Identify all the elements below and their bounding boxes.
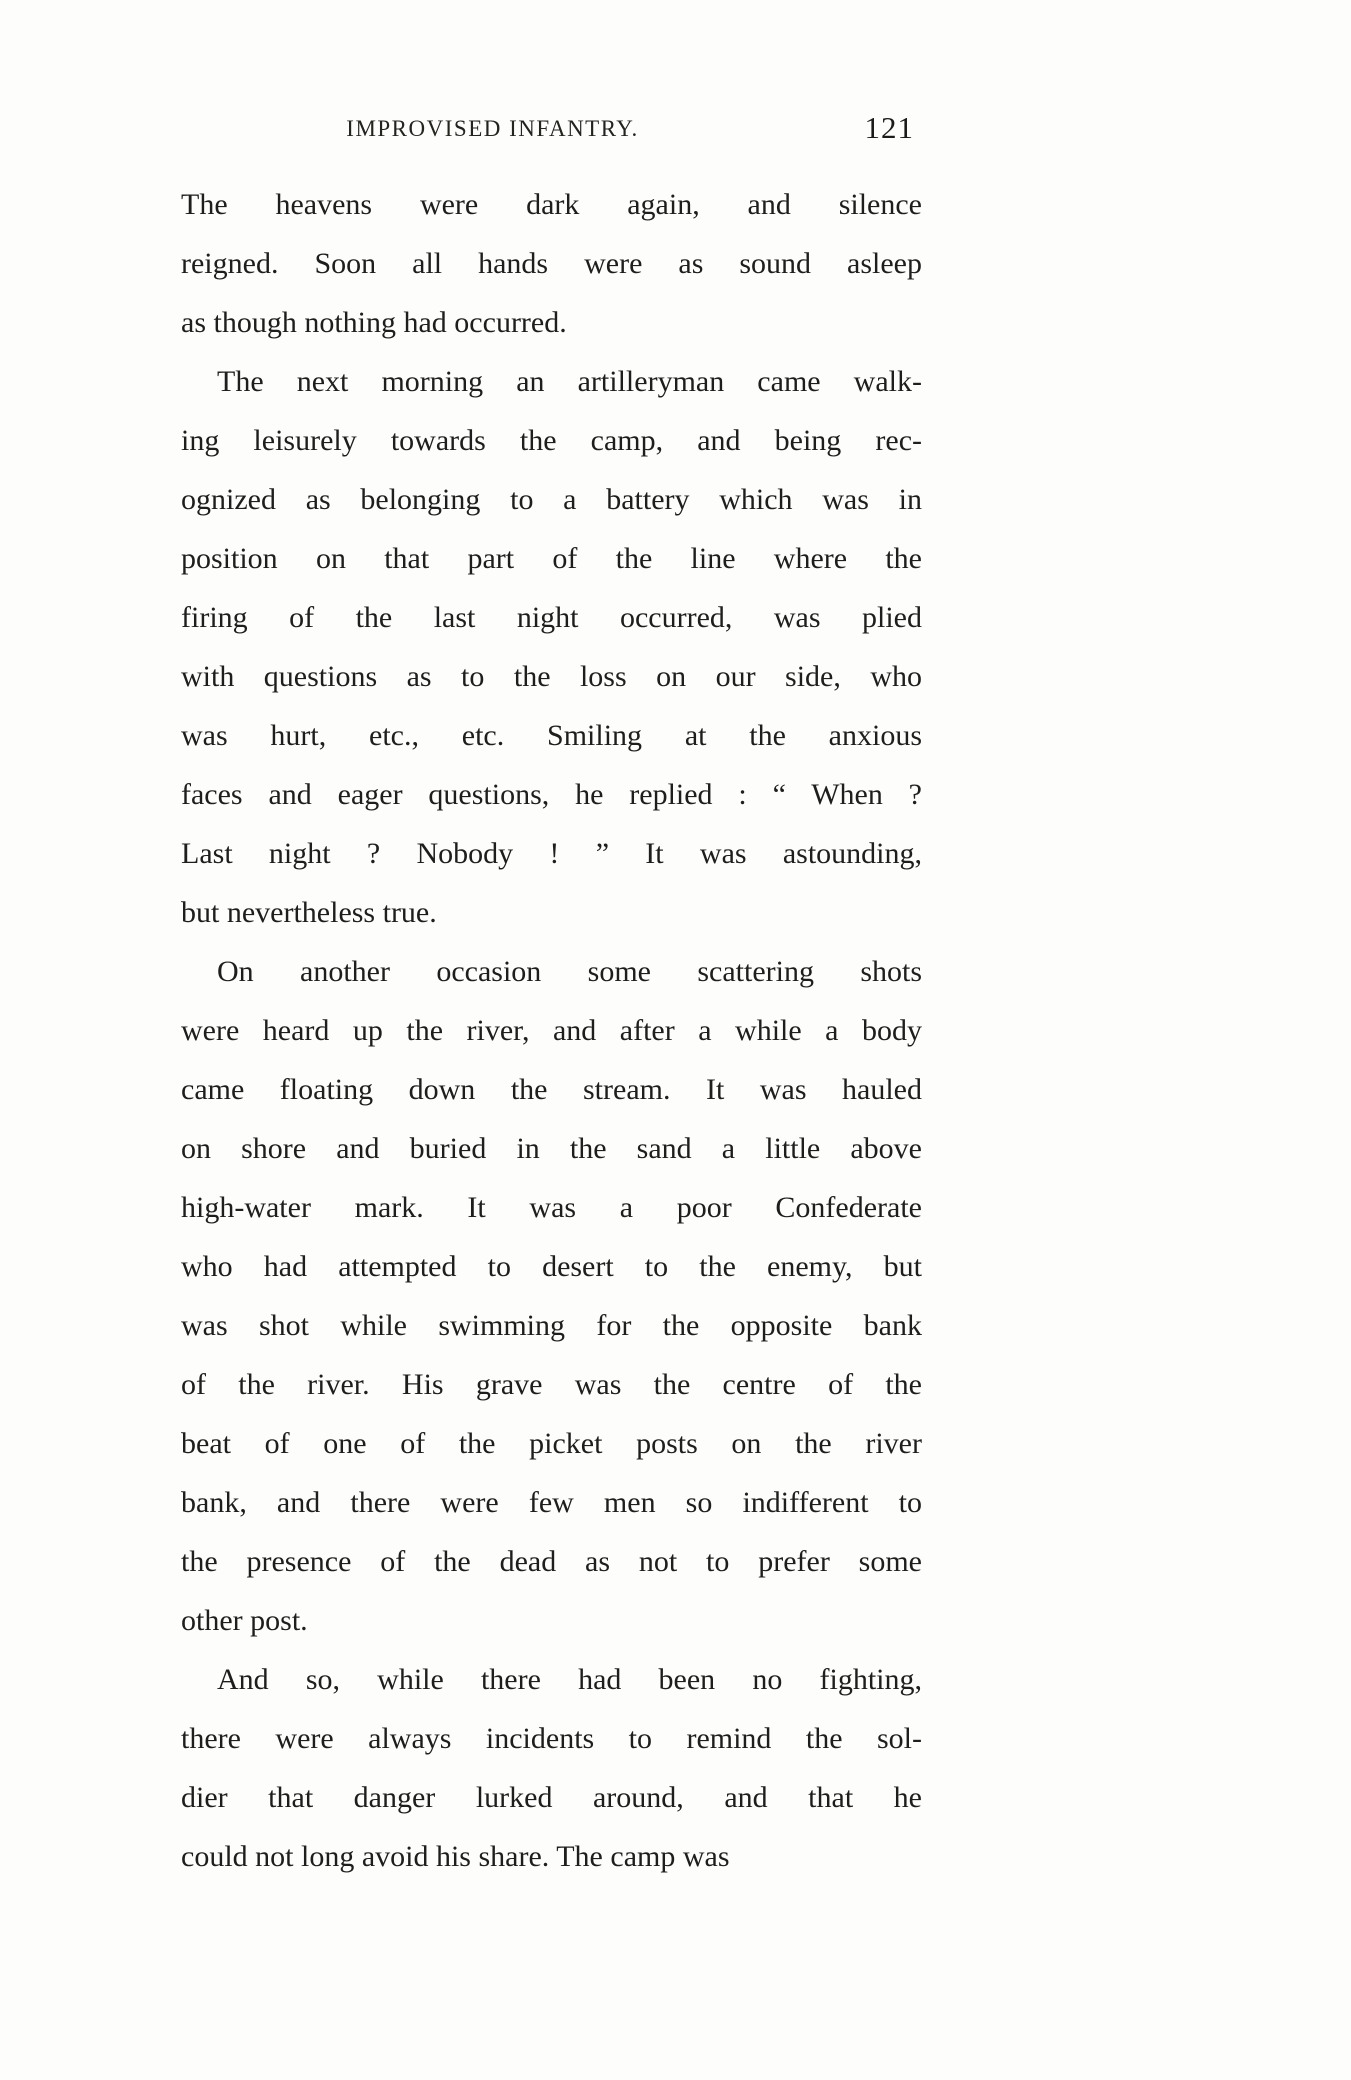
text-line: on shore and buried in the sand a little above (181, 1132, 922, 1165)
text-line: faces and eager questions, he replied : “ When ? (181, 778, 922, 811)
text-line: the presence of the dead as not to prefer some (181, 1545, 922, 1578)
text-line: was shot while swimming for the opposite bank (181, 1309, 922, 1342)
text-line: with questions as to the loss on our side, who (181, 660, 922, 693)
page-number: 121 (864, 110, 914, 145)
text-line: other post. (181, 1604, 308, 1637)
text-line: were heard up the river, and after a while a body (181, 1014, 922, 1047)
text-line: as though nothing had occurred. (181, 306, 567, 339)
text-line: there were always incidents to remind the sol- (181, 1722, 922, 1755)
text-line: but nevertheless true. (181, 896, 437, 929)
text-line: who had attempted to desert to the enemy, but (181, 1250, 922, 1283)
text-line: ing leisurely towards the camp, and being rec- (181, 424, 922, 457)
text-line: beat of one of the picket posts on the river (181, 1427, 922, 1460)
book-page (181, 110, 922, 1886)
text-line: dier that danger lurked around, and that he (181, 1781, 922, 1814)
paragraph (181, 942, 922, 1650)
text-line: firing of the last night occurred, was plied (181, 601, 922, 634)
text-line: came floating down the stream. It was hauled (181, 1073, 922, 1106)
text-line: And so, while there had been no fighting, (217, 1663, 922, 1696)
text-line: could not long avoid his share. The camp was (181, 1840, 730, 1873)
paragraph (181, 1650, 922, 1886)
text-line: high-water mark. It was a poor Confederate (181, 1191, 922, 1224)
body-text (181, 175, 922, 1886)
text-line: reigned. Soon all hands were as sound asleep (181, 247, 922, 280)
text-line: On another occasion some scattering shots (217, 955, 922, 988)
text-line: The heavens were dark again, and silence (181, 188, 922, 221)
running-header (181, 110, 922, 152)
paragraph (181, 175, 922, 352)
running-title: IMPROVISED INFANTRY. (346, 116, 639, 141)
paragraph (181, 352, 922, 942)
text-line: The next morning an artilleryman came walk- (217, 365, 922, 398)
text-line: of the river. His grave was the centre of the (181, 1368, 922, 1401)
text-line: was hurt, etc., etc. Smiling at the anxious (181, 719, 922, 752)
text-line: Last night ? Nobody ! ” It was astounding, (181, 837, 922, 870)
text-line: position on that part of the line where the (181, 542, 922, 575)
text-line: bank, and there were few men so indifferent to (181, 1486, 922, 1519)
text-line: ognized as belonging to a battery which was in (181, 483, 922, 516)
